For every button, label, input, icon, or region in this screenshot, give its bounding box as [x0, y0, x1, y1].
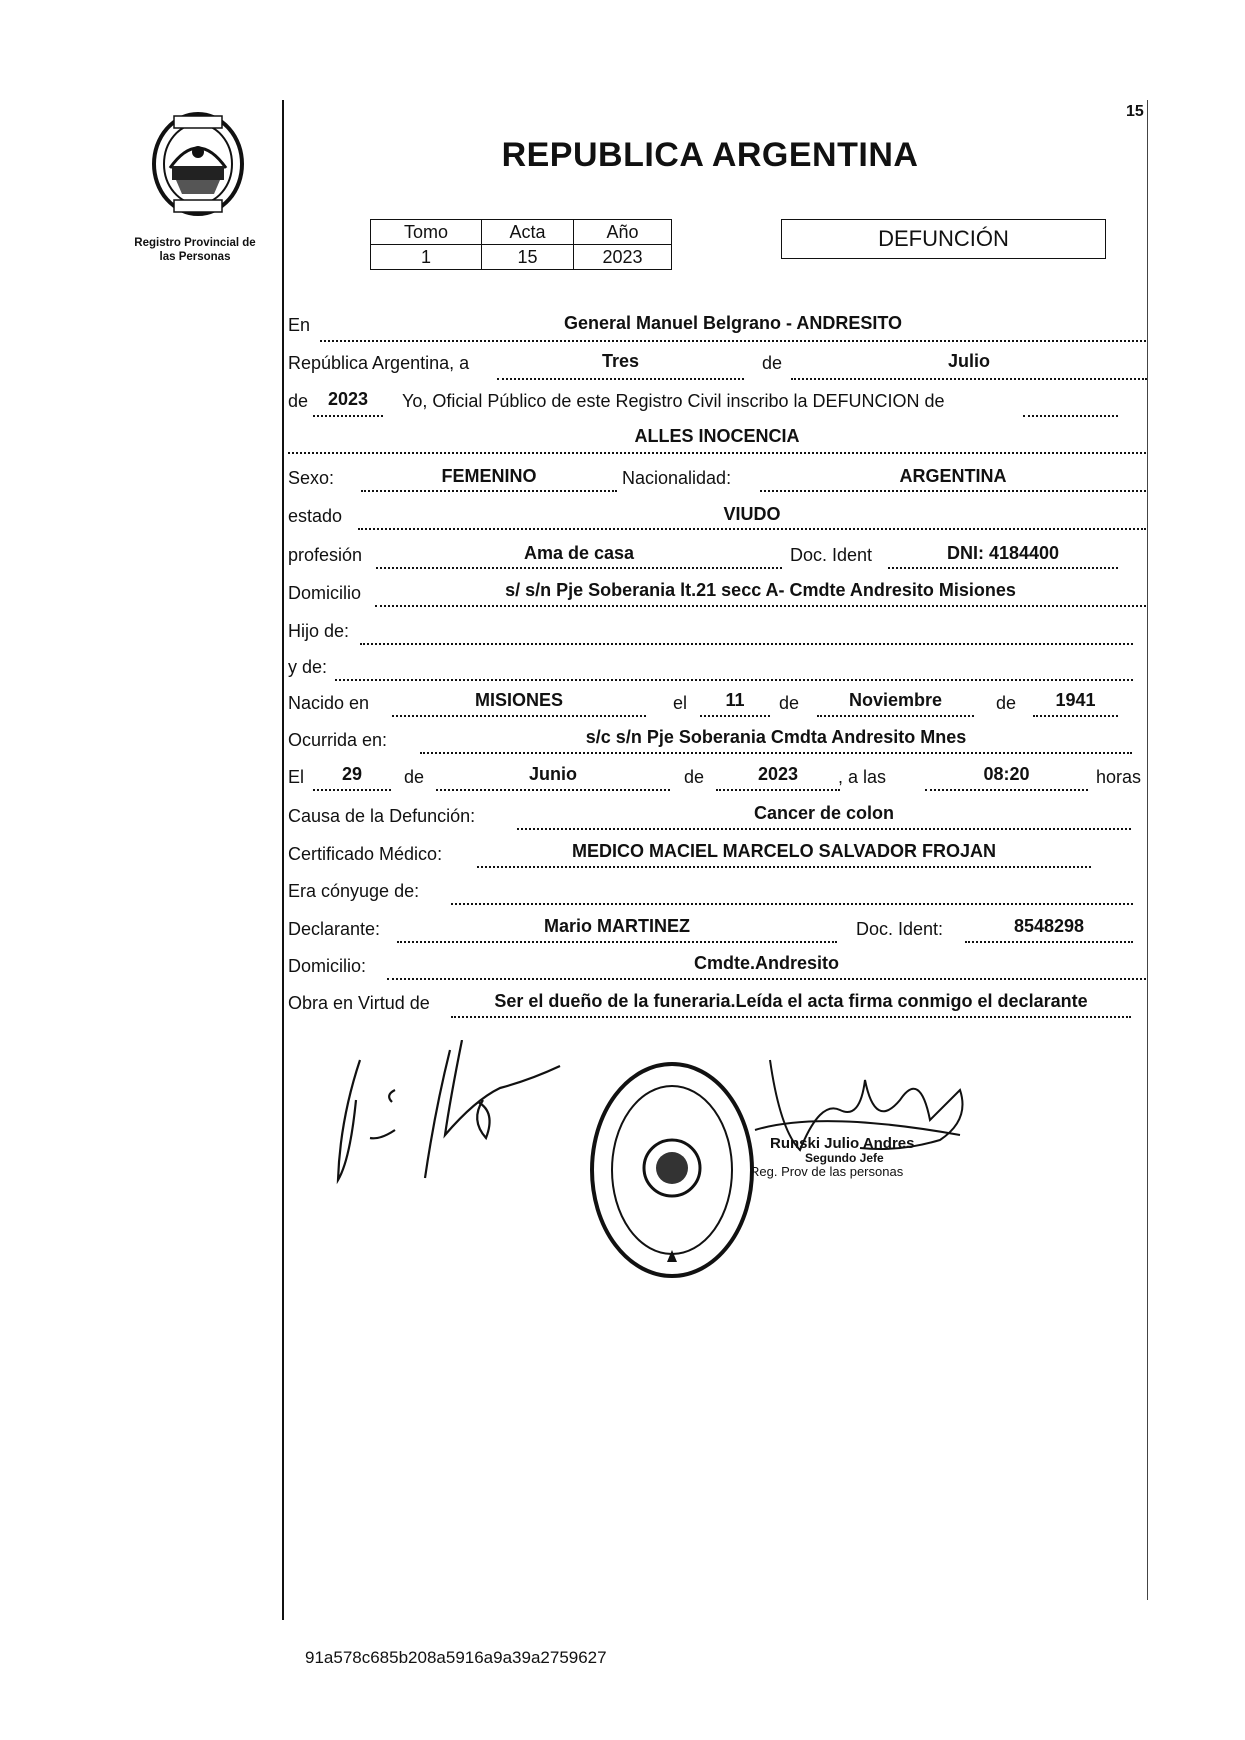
estado-label: estado: [288, 506, 343, 526]
profesion-value: Ama de casa: [523, 543, 635, 563]
act-reference-table: [370, 219, 672, 270]
de-label: de: [762, 353, 783, 373]
acta-header: Acta: [482, 220, 574, 245]
year-prefix: de: [288, 391, 309, 411]
doc-ident-label: Doc. Ident: [790, 545, 873, 565]
de4-label: de: [404, 767, 425, 787]
registry-name-line2: las Personas: [159, 251, 231, 263]
sexo-value: FEMENINO: [441, 466, 537, 486]
causa-label: Causa de la Defunción:: [288, 806, 476, 826]
conyuge-dotline: [451, 903, 1133, 905]
en-dotline: [320, 340, 1146, 342]
conyuge-label: Era cónyuge de:: [288, 881, 420, 901]
def-anio: 2023: [757, 764, 799, 784]
deceased-name: ALLES INOCENCIA: [634, 426, 800, 446]
en-label: En: [288, 315, 311, 335]
alas-label: , a las: [838, 767, 887, 787]
inscribe-tail-dotline: [1023, 415, 1118, 417]
officer-title: Segundo Jefe: [805, 1151, 884, 1165]
ocurrida-dotline: [420, 752, 1132, 754]
sexo-dotline: [361, 490, 617, 492]
officer-name: Runski Julio Andres: [770, 1135, 915, 1152]
el-label: el: [673, 693, 688, 713]
estado-dotline: [358, 528, 1146, 530]
de2-label: de: [779, 693, 800, 713]
name-dotline: [288, 452, 1146, 454]
de5-label: de: [684, 767, 705, 787]
doc2-value: 8548298: [1013, 916, 1085, 936]
sexo-label: Sexo:: [288, 468, 335, 488]
inscribe-text: Yo, Oficial Público de este Registro Civil inscribo la DEFUNCION de: [402, 391, 945, 411]
profesion-label: profesión: [288, 545, 363, 565]
declarante-value: Mario MARTINEZ: [544, 916, 690, 936]
nacido-anio: 1941: [1055, 690, 1096, 710]
declarante-label: Declarante:: [288, 919, 381, 939]
year-value: 2023: [327, 389, 369, 409]
nacido-dia: 11: [725, 690, 745, 710]
domicilio2-dotline: [387, 978, 1146, 980]
causa-value: Cancer de colon: [753, 803, 895, 823]
registry-stamp: [592, 1064, 752, 1276]
de3-label: de: [996, 693, 1017, 713]
rep-label: República Argentina, a: [288, 353, 470, 373]
cert-dotline: [477, 866, 1091, 868]
hijo-dotline: [360, 643, 1133, 645]
nacionalidad-label: Nacionalidad:: [622, 468, 732, 488]
year-dotline: [313, 415, 383, 417]
def-mes-dotline: [436, 789, 670, 791]
page-number: 15: [1126, 103, 1144, 120]
def-hora: 08:20: [983, 764, 1030, 784]
nacido-dia-dotline: [700, 715, 770, 717]
declarant-signature: [338, 1040, 560, 1180]
nacionalidad-value: ARGENTINA: [899, 466, 1007, 486]
el-date-label: El: [288, 767, 305, 787]
horas-label: horas: [1096, 767, 1142, 787]
acta-value: 15: [482, 245, 574, 270]
nacionalidad-dotline: [760, 490, 1146, 492]
def-dia: 29: [341, 764, 363, 784]
obra-value: Ser el dueño de la funeraria.Leída el acta firma conmigo el declarante: [494, 991, 1088, 1011]
declarante-dotline: [397, 941, 837, 943]
yde-label: y de:: [288, 657, 328, 677]
tomo-header: Tomo: [371, 220, 482, 245]
hijo-label: Hijo de:: [288, 621, 350, 641]
ocurrida-label: Ocurrida en:: [288, 730, 388, 750]
nacido-mes-dotline: [817, 715, 974, 717]
anio-header: Año: [574, 220, 672, 245]
nacido-lugar-dotline: [392, 715, 646, 717]
nacido-lugar: MISIONES: [474, 690, 563, 710]
document-title: REPUBLICA ARGENTINA: [501, 136, 919, 174]
registry-name-line1: Registro Provincial de: [134, 237, 256, 249]
month-value: Julio: [947, 351, 990, 371]
act-type-box: DEFUNCIÓN: [781, 219, 1106, 259]
def-anio-dotline: [716, 789, 840, 791]
provincial-seal-logo: [148, 108, 248, 220]
obra-dotline: [451, 1016, 1131, 1018]
ocurrida-value: s/c s/n Pje Soberania Cmdta Andresito Mnes: [585, 727, 967, 747]
doc2-dotline: [965, 941, 1133, 943]
domicilio-label: Domicilio: [288, 583, 362, 603]
nacido-anio-dotline: [1033, 715, 1118, 717]
domicilio-value: s/ s/n Pje Soberania lt.21 secc A- Cmdte Andresito Misiones: [505, 580, 1016, 600]
en-value: General Manuel Belgrano - ANDRESITO: [563, 313, 903, 333]
domicilio2-label: Domicilio:: [288, 956, 367, 976]
domicilio-dotline: [375, 605, 1146, 607]
tomo-value: 1: [371, 245, 482, 270]
right-margin-rule: [1147, 100, 1148, 1600]
signatures-and-stamp: [300, 1040, 1000, 1280]
document-hash: 91a578c685b208a5916a9a39a2759627: [305, 1648, 607, 1667]
registry-name: [110, 236, 280, 264]
anio-value: 2023: [574, 245, 672, 270]
cert-value: MEDICO MACIEL MARCELO SALVADOR FROJAN: [571, 841, 996, 861]
profesion-dotline: [376, 567, 782, 569]
day-dotline: [497, 378, 744, 380]
yde-dotline: [335, 679, 1133, 681]
domicilio2-value: Cmdte.Andresito: [693, 953, 839, 973]
causa-dotline: [517, 828, 1131, 830]
doc-ident-value: DNI: 4184400: [946, 543, 1060, 563]
doc2-label: Doc. Ident:: [856, 919, 944, 939]
month-dotline: [791, 378, 1147, 380]
nacido-label: Nacido en: [288, 693, 370, 713]
def-mes: Junio: [529, 764, 577, 784]
estado-value: VIUDO: [723, 504, 781, 524]
officer-registry: Reg. Prov de las personas: [750, 1164, 904, 1179]
def-hora-dotline: [925, 789, 1088, 791]
def-dia-dotline: [313, 789, 391, 791]
obra-label: Obra en Virtud de: [288, 993, 430, 1013]
left-margin-rule: [282, 100, 284, 1620]
nacido-mes: Noviembre: [848, 690, 943, 710]
doc-ident-dotline: [888, 567, 1118, 569]
day-value: Tres: [601, 351, 640, 371]
cert-label: Certificado Médico:: [288, 844, 443, 864]
